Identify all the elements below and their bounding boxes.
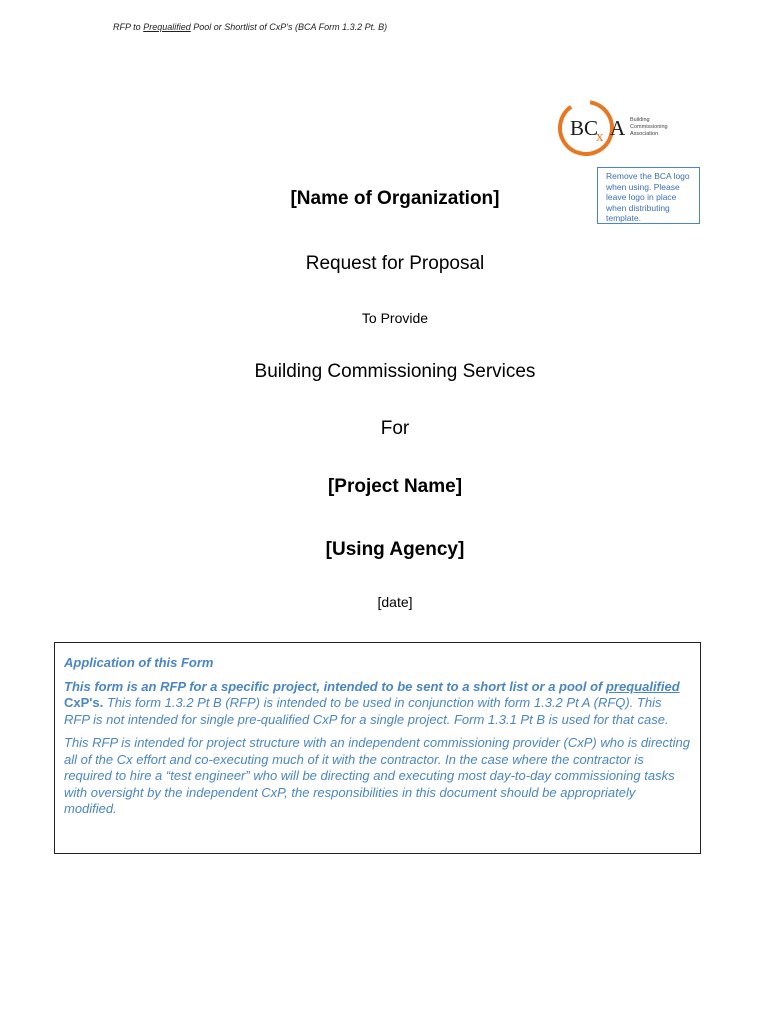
organization-name: [Name of Organization] [290, 188, 500, 209]
p1-rest: This form 1.3.2 Pt B (RFP) is intended to be used in conjunction with form 1.3.2 Pt A (RFQ). This RFP is not intended for single pre-qualified CxP for a single project. Form 1.3.1 Pt B is used for that case. [64, 695, 669, 727]
services-title: Building Commissioning Services [254, 361, 536, 382]
header-suffix: Pool or Shortlist of CxP's (BCA Form 1.3.2 Pt. B) [190, 22, 388, 32]
logo-wordmark-a: A [610, 116, 626, 140]
p1-bold: This form is an RFP for a specific project, intended to be sent to a short list or a pool of [64, 678, 606, 694]
document-date: [date] [377, 594, 413, 610]
application-box [54, 642, 701, 854]
p1-bold-normal: CxP's. [64, 695, 104, 710]
application-paragraph-2: This RFP is intended for project structure with an independent commissioning provider (CxP) who is directing all of the Cx effort and co-executing much of it with the contractor. In the case where the contractor is required to hire a “test engineer” who will be directing and executing most day-to-day commissioning tasks with oversight by the independent CxP, the responsibilities in this document should be appropriately modified. [64, 735, 690, 816]
application-paragraph-1 [64, 679, 690, 729]
header-underlined: Prequalified [143, 22, 191, 32]
using-agency: [Using Agency] [325, 539, 465, 560]
logo-instruction-note: Remove the BCA logo when using. Please leave logo in place when distributing template. [597, 167, 700, 224]
for-label: For [380, 418, 410, 439]
bca-logo [556, 98, 676, 160]
logo-line2: Commissioning [630, 124, 668, 130]
logo-line3: Association [630, 131, 659, 137]
application-heading: Application of this Form [64, 655, 214, 670]
to-provide: To Provide [361, 310, 429, 326]
running-header [113, 22, 387, 32]
header-prefix: RFP to [113, 22, 144, 32]
logo-wordmark-b: BC [570, 116, 599, 140]
logo-line1: Building [630, 117, 650, 123]
document-type: Request for Proposal [305, 253, 485, 274]
p1-bold-underline: prequalified [605, 678, 680, 694]
logo-wordmark-x: x [596, 129, 604, 145]
project-name: [Project Name] [327, 476, 463, 497]
